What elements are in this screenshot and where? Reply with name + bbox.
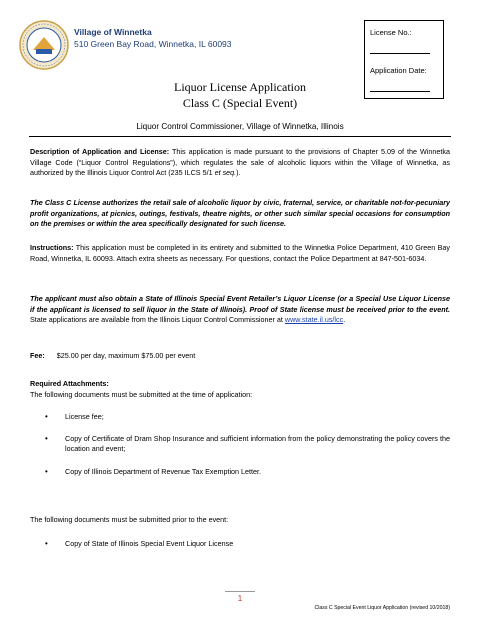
form-revision-footer: Class C Special Event Liquor Application (revised 10/2018) xyxy=(314,605,450,611)
fee-label: Fee: xyxy=(30,351,45,360)
attachments-heading: Required Attachments: xyxy=(30,379,109,388)
state-lcc-link[interactable]: www.state.il.us/lcc xyxy=(284,315,344,325)
title-divider xyxy=(29,136,451,137)
village-name: Village of Winnetka xyxy=(74,27,152,37)
attachments-list xyxy=(30,412,450,478)
description-text: This application is made pursuant to the provisions of Chapter 5.09 of the Winnetka Village Code (“Liquor Control Regulations”), which regulates the sale of alcoholic liquors within the Village of Winnetka, as authorized by the Illinois Liquor Control Act (235 ILCS 5/1 xyxy=(30,147,450,178)
list-item: • Copy of State of Illinois Special Event Liquor License xyxy=(30,539,450,550)
state-license-text: State applications are available from the Illinois Liquor Control Commissioner at xyxy=(30,315,285,325)
page-title: Liquor License Application xyxy=(174,80,306,94)
list-item: • Copy of Illinois Department of Revenue Tax Exemption Letter. xyxy=(30,467,450,478)
description-text-end: ). xyxy=(236,168,241,178)
fee-line xyxy=(30,351,450,362)
state-license-bold-text: The applicant must also obtain a State of Illinois Special Event Retailer’s Liquor License (or a Special Use Liquor License if the applicant is licensed to sell liquor in the State of Illinois). Proof of State license must be received prior to the event. xyxy=(30,294,450,314)
license-no-label: License No.: xyxy=(370,28,412,37)
list-item: • Copy of Certificate of Dram Shop Insurance and sufficient information from the policy demonstrating the policy covers the location and event; xyxy=(30,434,450,455)
prior-documents-list xyxy=(30,539,450,550)
village-address: 510 Green Bay Road, Winnetka, IL 60093 xyxy=(74,39,232,49)
class-c-paragraph: The Class C License authorizes the retail sale of alcoholic liquor by civic, fraternal, service, or charitable not-for-pecuniary profit organizations, at picnics, outings, festivals, theatre nights, or other such similar special occasions for consumption on the premises or within the area specifically designated for such license. xyxy=(30,198,450,229)
fee-text: $25.00 per day, maximum $75.00 per event xyxy=(56,351,196,360)
license-class-title: Class C (Special Event) xyxy=(182,96,298,110)
footer-divider xyxy=(225,591,255,592)
instructions-paragraph xyxy=(30,243,450,264)
attachments-intro: The following documents must be submitted at the time of application: xyxy=(30,390,253,399)
commissioner-subtitle: Liquor Control Commissioner, Village of Winnetka, Illinois xyxy=(136,122,344,131)
village-seal-logo xyxy=(19,20,69,70)
license-no-line xyxy=(370,53,430,54)
description-label: Description of Application and License: xyxy=(30,147,170,156)
application-date-label: Application Date: xyxy=(370,66,427,75)
instructions-label: Instructions: xyxy=(30,243,74,252)
page-number: 1 xyxy=(237,594,243,603)
state-license-end: . xyxy=(343,315,346,325)
list-item: • License fee; xyxy=(30,412,450,423)
et-seq-text: et seq. xyxy=(214,168,237,178)
state-license-paragraph xyxy=(30,294,450,326)
prior-documents-intro: The following documents must be submitted prior to the event: xyxy=(30,515,229,524)
description-paragraph xyxy=(30,147,450,179)
instructions-text: This application must be completed in its entirety and submitted to the Winnetka Police Department, 410 Green Bay Road, Winnetka, IL 60093. Attach extra sheets as necessary. For questions, contact the Police Department at 847-501-6034. xyxy=(30,243,450,263)
